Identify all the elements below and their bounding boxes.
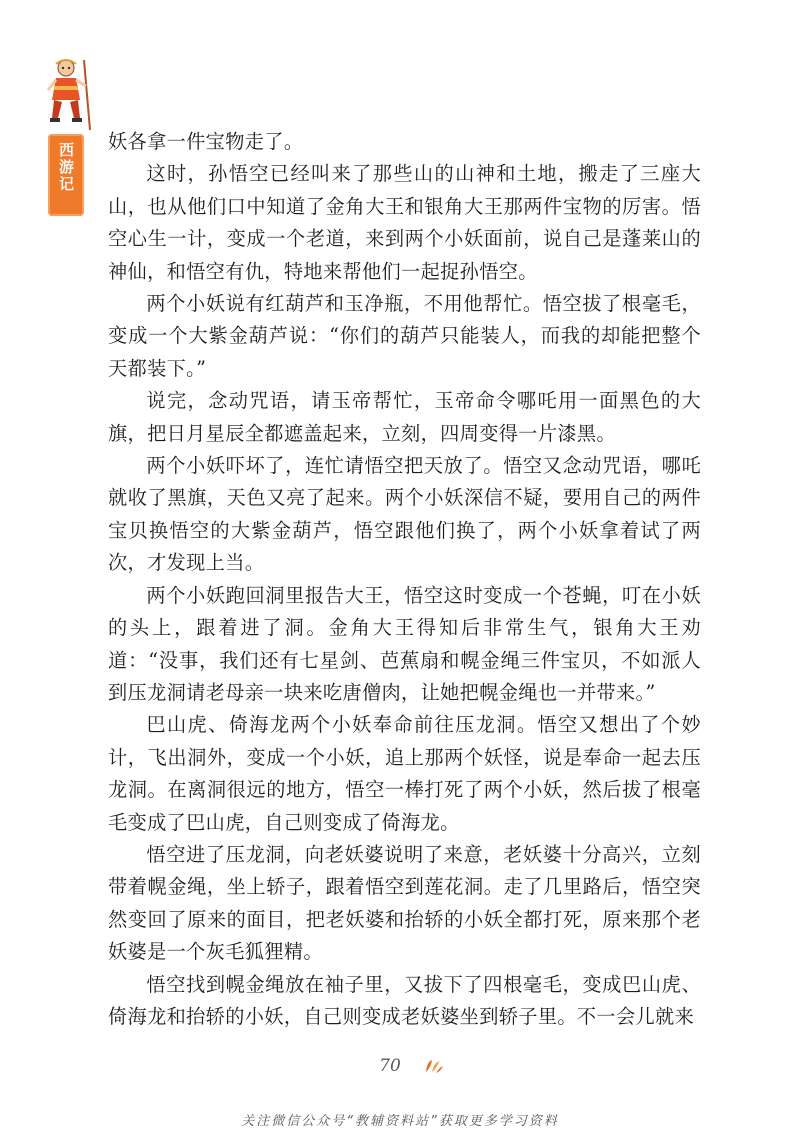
paragraph: 悟空进了压龙洞，向老妖婆说明了来意，老妖婆十分高兴，立刻带着幌金绳，坐上轿子，跟着悟空到莲花洞。走了几里路后，悟空突然变回了原来的面目，把老妖婆和抬轿的小妖全都打死，原来那个老妖婆是一个灰毛狐狸精。: [108, 842, 701, 964]
paragraph: 妖各拿一件宝物走了。: [108, 130, 304, 153]
paragraph: 悟空找到幌金绳放在袖子里，又拔下了四根毫毛，变成巴山虎、倚海龙和抬轿的小妖，自己则变成老妖婆坐到轿子里。不一会儿就来: [108, 972, 701, 1028]
paragraph: 巴山虎、倚海龙两个小妖奉命前往压龙洞。悟空又想出了个妙计，飞出洞外，变成一个小妖，追上那两个妖怪，说是奉命一起去压龙洞。在离洞很远的地方，悟空一棒打死了两个小妖，然后拔了根毫毛变成了巴山虎，自己则变成了倚海龙。: [108, 713, 701, 834]
footer-note: 关注微信公众号“教辅资料站”获取更多学习资料: [241, 1114, 559, 1129]
paragraph: 说完，念动咒语，请玉帝帮忙，玉帝命令哪吒用一面黑色的大旗，把日月星辰全都遮盖起来，立刻，四周变得一片漆黑。: [108, 389, 701, 445]
paragraph: 两个小妖吓坏了，连忙请悟空把天放了。悟空又念动咒语，哪吒就收了黑旗，天色又亮了起来。两个小妖深信不疑，要用自己的两件宝贝换悟空的大紫金葫芦，悟空跟他们换了，两个小妖拿着试了两次，才发现上当。: [108, 454, 701, 575]
book-title-tab: [48, 134, 84, 216]
book-title: 西游记: [57, 142, 75, 193]
paragraph: 两个小妖说有红葫芦和玉净瓶，不用他帮忙。悟空拔了根毫毛，变成一个大紫金葫芦说：“你们的葫芦只能装人，而我的却能把整个天都装下。”: [108, 292, 701, 380]
body-text: [108, 126, 701, 1033]
page-number: 70: [379, 1056, 401, 1076]
leaf-icon: [424, 1058, 444, 1074]
monkey-king-icon: [44, 56, 98, 132]
paragraph: 这时，孙悟空已经叫来了那些山的山神和土地，搬走了三座大山，也从他们口中知道了金角大王和银角大王那两件宝物的厉害。悟空心生一计，变成一个老道，来到两个小妖面前，说自己是蓬莱山的神仙，和悟空有仇，特地来帮他们一起捉孙悟空。: [108, 162, 701, 283]
paragraph: 两个小妖跑回洞里报告大王，悟空这时变成一个苍蝇，叮在小妖的头上，跟着进了洞。金角大王得知后非常生气，银角大王劝道：“没事，我们还有七星剑、芭蕉扇和幌金绳三件宝贝，不如派人到压龙洞请老母亲一块来吃唐僧肉，让她把幌金绳也一并带来。”: [108, 583, 701, 704]
